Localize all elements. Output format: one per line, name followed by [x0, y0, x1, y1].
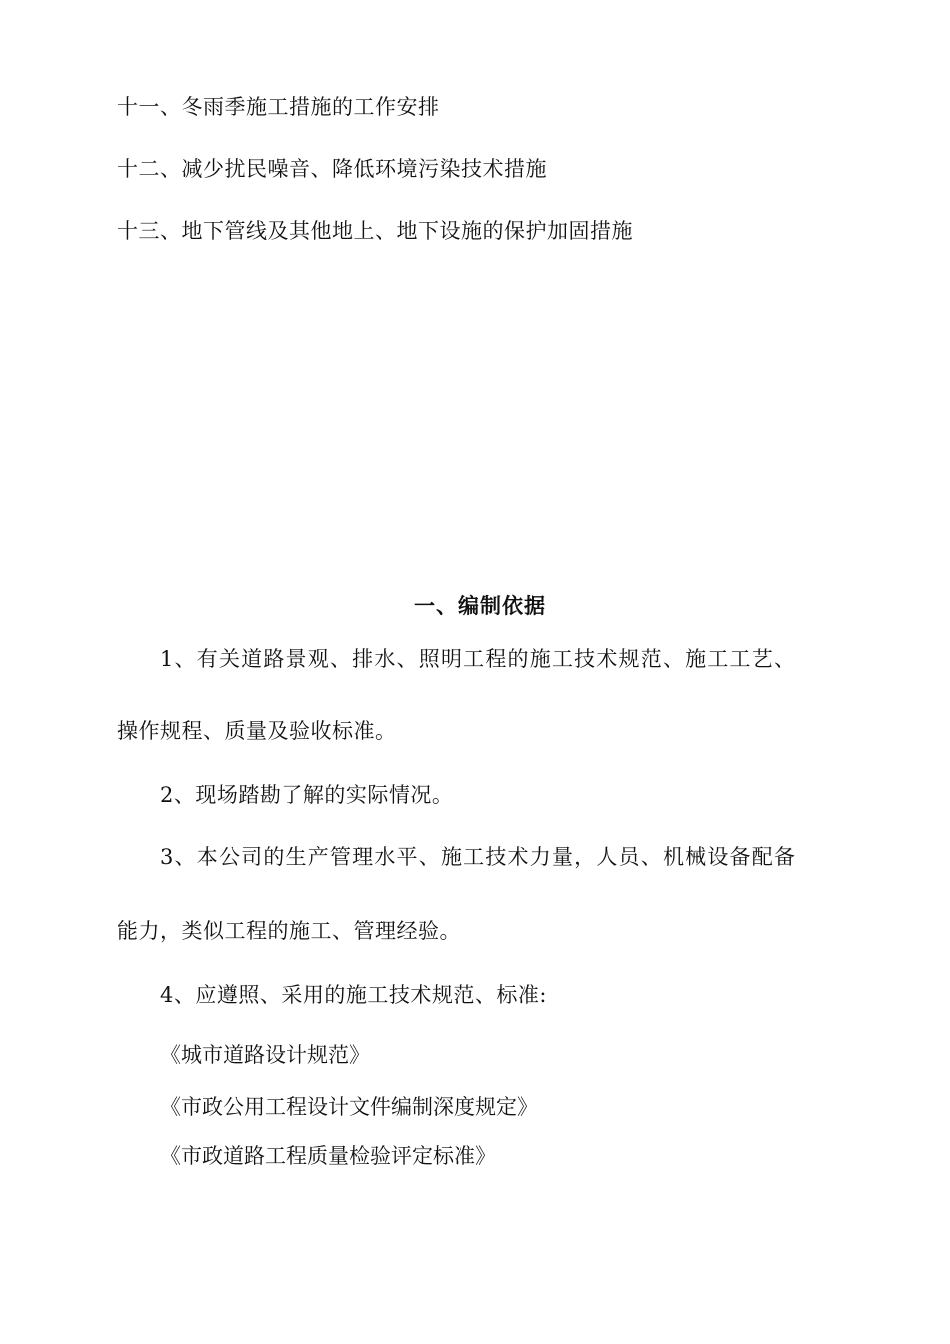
paragraph-1-line-1: 1、有关道路景观、排水、照明工程的施工技术规范、施工工艺、	[160, 647, 797, 671]
paragraph-3-line-2: 能力，类似工程的施工、管理经验。	[117, 919, 461, 943]
section-heading: 一、编制依据	[414, 593, 546, 618]
standard-item: 《市政公用工程设计文件编制深度规定》	[160, 1095, 538, 1119]
paragraph-4: 4、应遵照、采用的施工技术规范、标准:	[160, 983, 547, 1007]
paragraph-3-line-1: 3、本公司的生产管理水平、施工技术力量，人员、机械设备配备	[160, 845, 797, 869]
standard-item: 《城市道路设计规范》	[160, 1043, 370, 1067]
toc-item-winter-rain-measures: 十一、冬雨季施工措施的工作安排	[117, 95, 440, 119]
paragraph-1-line-2: 操作规程、质量及验收标准。	[117, 719, 397, 743]
paragraph-2: 2、现场踏勘了解的实际情况。	[160, 783, 454, 807]
toc-item-pipeline-protection-measures: 十三、地下管线及其他地上、地下设施的保护加固措施	[117, 219, 633, 243]
toc-item-noise-pollution-measures: 十二、减少扰民噪音、降低环境污染技术措施	[117, 157, 547, 181]
standard-item: 《市政道路工程质量检验评定标准》	[160, 1144, 496, 1168]
